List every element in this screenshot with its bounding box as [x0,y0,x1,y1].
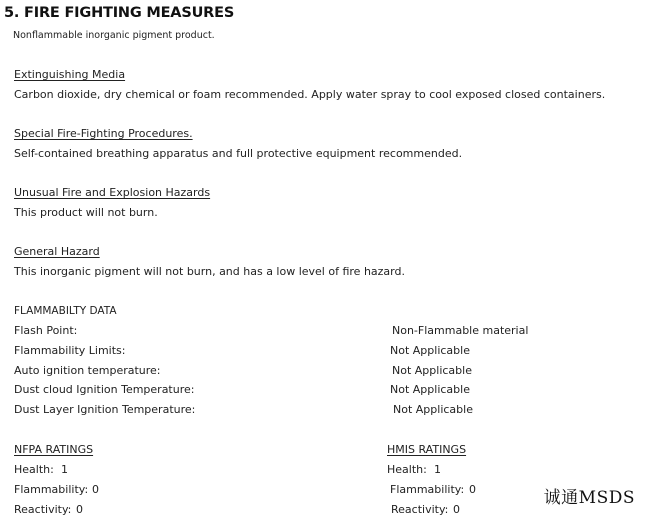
section-subtitle: Nonflammable inorganic pigment product. [13,30,215,41]
nfpa-row-label: Health: [14,463,54,476]
special-procedures-text: Self-contained breathing apparatus and full protective equipment recommended. [14,147,463,160]
section-title: 5. FIRE FIGHTING MEASURES [4,5,235,21]
extinguishing-media-heading: Extinguishing Media [14,68,126,81]
nfpa-row-label: Reactivity: [14,503,72,516]
nfpa-row-value: 0 [76,503,83,516]
flammability-row-label: Flash Point: [14,324,78,337]
hmis-row-value: 0 [469,483,476,496]
unusual-hazards-text: This product will not burn. [14,206,158,219]
nfpa-heading: NFPA RATINGS [14,443,94,456]
flammability-row-label: Flammability Limits: [14,344,126,357]
flammability-row-label: Dust cloud Ignition Temperature: [14,383,195,396]
hmis-heading: HMIS RATINGS [387,443,467,456]
flammability-row-value: Not Applicable [390,383,470,396]
flammability-row-value: Not Applicable [393,403,473,416]
special-procedures-heading: Special Fire-Fighting Procedures. [14,127,193,140]
general-hazard-heading: General Hazard [14,245,100,258]
hmis-row-label: Flammability: [390,483,465,496]
general-hazard-text: This inorganic pigment will not burn, and has a low level of fire hazard. [14,265,405,278]
hmis-row-value: 0 [453,503,460,516]
flammability-row-value: Not Applicable [392,364,472,377]
flammability-row-value: Not Applicable [390,344,470,357]
flammability-row-value: Non-Flammable material [392,324,529,337]
unusual-hazards-heading: Unusual Fire and Explosion Hazards [14,186,211,199]
hmis-row-value: 1 [434,463,441,476]
hmis-row-label: Health: [387,463,427,476]
flammability-row-label: Dust Layer Ignition Temperature: [14,403,196,416]
watermark: 诚通MSDS [543,488,635,508]
nfpa-row-label: Flammability: [14,483,89,496]
extinguishing-media-text: Carbon dioxide, dry chemical or foam recommended. Apply water spray to cool exposed closed containers. [14,88,606,101]
nfpa-row-value: 1 [61,463,68,476]
flammability-heading: FLAMMABILTY DATA [14,305,117,317]
hmis-row-label: Reactivity: [391,503,449,516]
flammability-row-label: Auto ignition temperature: [14,364,161,377]
nfpa-row-value: 0 [92,483,99,496]
